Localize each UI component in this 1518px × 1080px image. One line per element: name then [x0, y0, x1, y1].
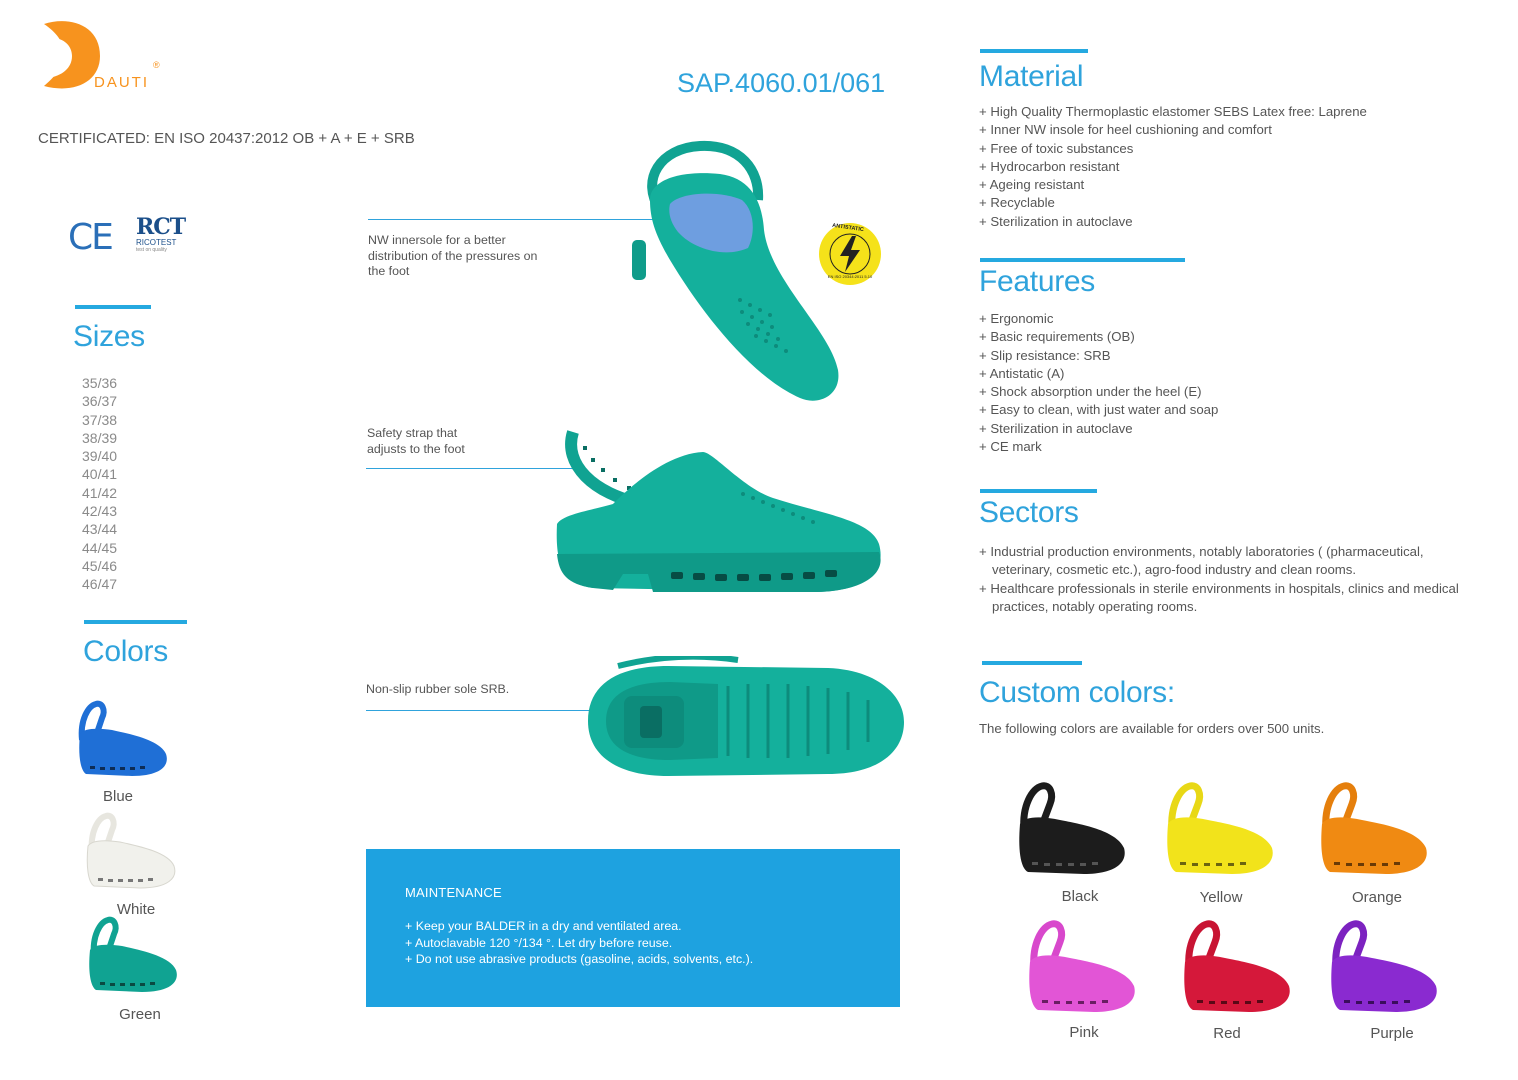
antistatic-bottom-text: EN ISO 20344:2011 5.10	[827, 274, 873, 279]
colors-rule	[84, 620, 187, 624]
color-label-blue: Blue	[102, 788, 134, 805]
features-item: + Easy to clean, with just water and soap	[979, 401, 1479, 419]
clog-swatch-blue	[72, 700, 172, 782]
colors-heading: Colors	[83, 635, 168, 668]
material-item: + Free of toxic substances	[979, 140, 1479, 158]
maintenance-item: + Autoclavable 120 °/134 °. Let dry before reuse.	[405, 935, 753, 952]
custom-swatch-yellow	[1158, 780, 1278, 882]
size-item: 44/45	[82, 539, 118, 556]
size-item: 41/42	[82, 484, 118, 501]
clog-image	[1175, 918, 1295, 1022]
size-item: 35/36	[82, 375, 118, 391]
callout-line-strap	[366, 468, 584, 469]
sizes-list	[82, 374, 117, 594]
features-item: + Sterilization in autoclave	[979, 420, 1479, 438]
size-item: 39/40	[82, 448, 118, 465]
sectors-heading: Sectors	[979, 496, 1079, 529]
clog-image	[1312, 780, 1432, 882]
clog-swatch-white	[80, 810, 180, 894]
custom-swatch-pink	[1020, 918, 1140, 1022]
features-item: + Ergonomic	[979, 310, 1479, 328]
custom-label-purple: Purple	[1370, 1025, 1414, 1042]
size-item: 46/47	[82, 576, 118, 593]
custom-label-black: Black	[1061, 888, 1099, 905]
custom-label-orange: Orange	[1351, 889, 1403, 906]
custom-colors-note: The following colors are available for orders over 500 units.	[979, 721, 1325, 736]
custom-swatch-black	[1010, 780, 1130, 882]
maintenance-title: MAINTENANCE	[405, 885, 502, 900]
certification-text: CERTIFICATED: EN ISO 20437:2012 OB + A + E + SRB	[38, 130, 415, 147]
clog-image	[1322, 918, 1442, 1022]
features-item: + Antistatic (A)	[979, 365, 1479, 383]
size-item: 36/37	[82, 393, 118, 410]
antistatic-badge	[818, 222, 882, 286]
callout-line-insole	[368, 219, 668, 220]
callout-sole: Non-slip rubber sole SRB.	[366, 682, 510, 696]
maintenance-item: + Keep your BALDER in a dry and ventilated area.	[405, 918, 753, 935]
sectors-list	[979, 543, 1469, 616]
custom-colors-rule	[982, 661, 1082, 665]
custom-label-yellow: Yellow	[1199, 889, 1243, 906]
antistatic-top-text: ANTISTATIC	[831, 222, 865, 234]
clog-image	[80, 810, 180, 894]
features-heading: Features	[979, 265, 1095, 298]
size-item: 40/41	[82, 466, 118, 483]
maintenance-box	[366, 849, 900, 1007]
ricotest-tagline: test on quality	[136, 247, 167, 253]
custom-label-red: Red	[1213, 1025, 1241, 1042]
rct-logo: RCT	[136, 214, 186, 240]
size-item: 43/44	[82, 521, 118, 538]
clog-sole-view	[578, 656, 908, 786]
registered-mark: ®	[153, 60, 160, 70]
clog-image	[1158, 780, 1278, 882]
custom-swatch-red	[1175, 918, 1295, 1022]
clog-image	[1010, 780, 1130, 882]
features-list	[979, 310, 1479, 456]
custom-label-pink: Pink	[1069, 1024, 1099, 1041]
sizes-heading: Sizes	[73, 320, 145, 353]
features-item: + CE mark	[979, 438, 1479, 456]
callout-line-sole	[366, 710, 591, 711]
features-item: + Slip resistance: SRB	[979, 347, 1479, 365]
clog-top-view	[630, 140, 845, 405]
rct-mark	[136, 216, 188, 260]
maintenance-item: + Do not use abrasive products (gasoline, acids, solvents, etc.).	[405, 951, 753, 968]
material-heading: Material	[979, 60, 1084, 93]
material-item: + Sterilization in autoclave	[979, 213, 1479, 231]
features-item: + Basic requirements (OB)	[979, 328, 1479, 346]
maintenance-list	[405, 918, 753, 968]
callout-strap: Safety strap that adjusts to the foot	[367, 426, 465, 456]
sectors-rule	[980, 489, 1097, 493]
clog-side-view	[553, 424, 886, 600]
size-item: 42/43	[82, 503, 118, 520]
color-label-white: White	[116, 901, 156, 918]
size-item: 37/38	[82, 411, 118, 428]
clog-image	[72, 700, 172, 782]
brand-name: DAUTI	[94, 74, 149, 91]
sizes-rule	[75, 305, 151, 309]
material-item: + Hydrocarbon resistant	[979, 158, 1479, 176]
material-item: + High Quality Thermoplastic elastomer SEBS Latex free: Laprene	[979, 103, 1479, 121]
features-item: + Shock absorption under the heel (E)	[979, 383, 1479, 401]
clog-swatch-green	[82, 914, 182, 1000]
color-label-green: Green	[119, 1006, 161, 1023]
callout-insole: NW innersole for a better distribution of the pressures on the foot	[368, 233, 538, 278]
material-item: + Inner NW insole for heel cushioning and comfort	[979, 121, 1479, 139]
material-rule	[980, 49, 1088, 53]
custom-swatch-orange	[1312, 780, 1432, 882]
features-rule	[980, 258, 1185, 262]
ricotest-label: RICOTEST	[136, 238, 177, 247]
sectors-item: + Healthcare professionals in sterile environments in hospitals, clinics and medical practices, notably operating rooms.	[979, 580, 1469, 617]
size-item: 45/46	[82, 557, 118, 574]
size-item: 38/39	[82, 429, 118, 446]
material-item: + Recyclable	[979, 194, 1479, 212]
ce-mark: CE	[68, 217, 112, 258]
clog-image	[553, 424, 886, 600]
custom-colors-heading: Custom colors:	[979, 676, 1175, 709]
material-list	[979, 103, 1479, 231]
clog-image	[630, 140, 845, 405]
product-code: SAP.4060.01/061	[677, 68, 886, 98]
material-item: + Ageing resistant	[979, 176, 1479, 194]
clog-image	[578, 656, 908, 786]
custom-swatch-purple	[1322, 918, 1442, 1022]
clog-image	[1020, 918, 1140, 1022]
clog-image	[82, 914, 182, 1000]
sectors-item: + Industrial production environments, notably laboratories ( (pharmaceutical, veterinary, cosmetic etc.), agro-food industry and clean rooms.	[979, 543, 1469, 580]
brand-logo	[38, 16, 168, 94]
